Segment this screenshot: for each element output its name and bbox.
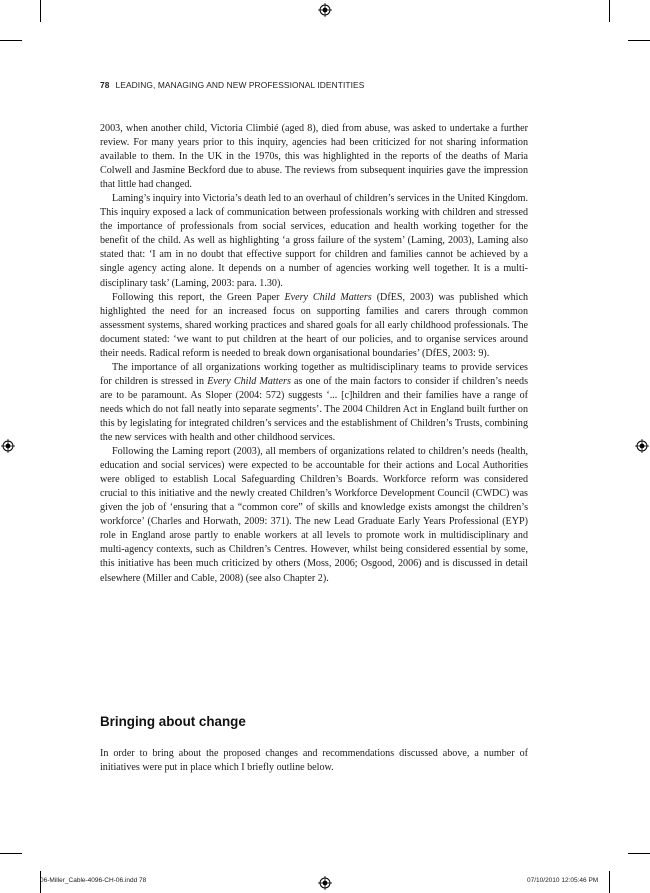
paragraph-text: as one of the main factors to consider if children’s needs are to be paramount. As Sloper (2004: 572) suggests ‘... [c]hildren and their families have a range of needs which do not fall neatly into separate segments’. The 2004 Children Act in England built further on this by legislating for integrated children’s services and the establishment of Children’s Trusts, combining the new services with health and other childhood services. — [100, 375, 529, 444]
running-title: LEADING, MANAGING AND NEW PROFESSIONAL IDENTITIES — [115, 80, 365, 90]
paragraph: Following the Laming report (2003), all members of organizations related to children’s needs (health, education and social services) were expected to be accountable for their actions and Local Authorities were obliged to establish Local Safeguarding Children’s Boards. Workforce reform was considered crucial to this initiative and the newly created Children’s Workforce Development Council (CWDC) was given the job of ‘ensuring that a “common core” of skills and knowledge exists amongst the children’s workforce’ (Charles and Horwath, 2009: 371). The new Lead Graduate Early Years Professional (EYP) role in England arose partly to enable workers at all levels to promote work in multidisciplinary and multi-agency contexts, such as Children’s Centres. However, whilst being considered essential by some, this initiative has been much criticized by others (Moss, 2006; Osgood, 2006) and is discussed in detail elsewhere (Miller and Cable, 2008) (see also Chapter 2). — [100, 446, 528, 584]
crop-mark — [628, 40, 650, 41]
crop-mark — [609, 0, 610, 22]
paragraph — [100, 361, 528, 445]
crop-mark — [0, 853, 22, 854]
crop-mark — [40, 0, 41, 22]
paragraph: In order to bring about the proposed changes and recommendations discussed above, a number of initiatives were put in place which I briefly outline below. — [100, 748, 528, 774]
registration-mark-icon — [318, 3, 332, 17]
paragraph-text: The importance of all organizations working together as multidisciplinary teams to provide services for children is stressed in — [100, 361, 528, 387]
registration-mark-icon — [635, 439, 649, 453]
section-text — [100, 747, 528, 775]
paragraph-text: (DfES, 2003) was published which highlighted the need for an increased focus on supporting families and carers through common assessment systems, shared working practices and shared goals for all early childhood professionals. The document stated: ‘we want to put children at the heart of our policies, and to organise services around their needs. Radical reform is needed to break down organisational boundaries’ (DfES, 2003: 9). — [100, 291, 529, 359]
paragraph — [100, 291, 528, 361]
registration-mark-icon — [1, 439, 15, 453]
running-head — [100, 80, 530, 90]
document-title: Every Child Matters — [284, 291, 372, 303]
print-timestamp: 07/10/2010 12:05:46 PM — [527, 877, 599, 884]
crop-mark — [628, 853, 650, 854]
paragraph: Laming’s inquiry into Victoria’s death led to an overhaul of children’s services in the United Kingdom. This inquiry exposed a lack of communication between professionals working with children and stressed the importance of professionals from social services, education and health working together for the benefit of the child. As well as highlighting ‘a gross failure of the system’ (Laming, 2003), Laming also stated that: ‘I am in no doubt that effective support for children and families cannot be achieved by a single agency acting alone. It depends on a number of agencies working well together. It is a multi-disciplinary task’ (Laming, 2003: para. 1.30). — [100, 193, 528, 289]
body-text — [100, 122, 528, 586]
file-slug: 06-Miller_Cable-4096-CH-06.indd 78 — [40, 877, 147, 884]
paragraph: 2003, when another child, Victoria Climbié (aged 8), died from abuse, was asked to undertake a further review. For many years prior to this inquiry, agencies had been criticized for not sharing information available to them. In the UK in the 1970s, this was highlighted in the reports of the deaths of Maria Colwell and Jasmine Beckford due to abuse. The reviews from subsequent inquiries gave the impression that little had changed. — [100, 123, 528, 191]
registration-mark-icon — [318, 876, 332, 890]
crop-mark — [0, 40, 22, 41]
paragraph-text: Following this report, the Green Paper — [112, 291, 285, 303]
document-title: Every Child Matters — [207, 375, 291, 387]
crop-mark — [609, 871, 610, 893]
page-number: 78 — [100, 80, 110, 90]
section-heading: Bringing about change — [100, 714, 246, 729]
